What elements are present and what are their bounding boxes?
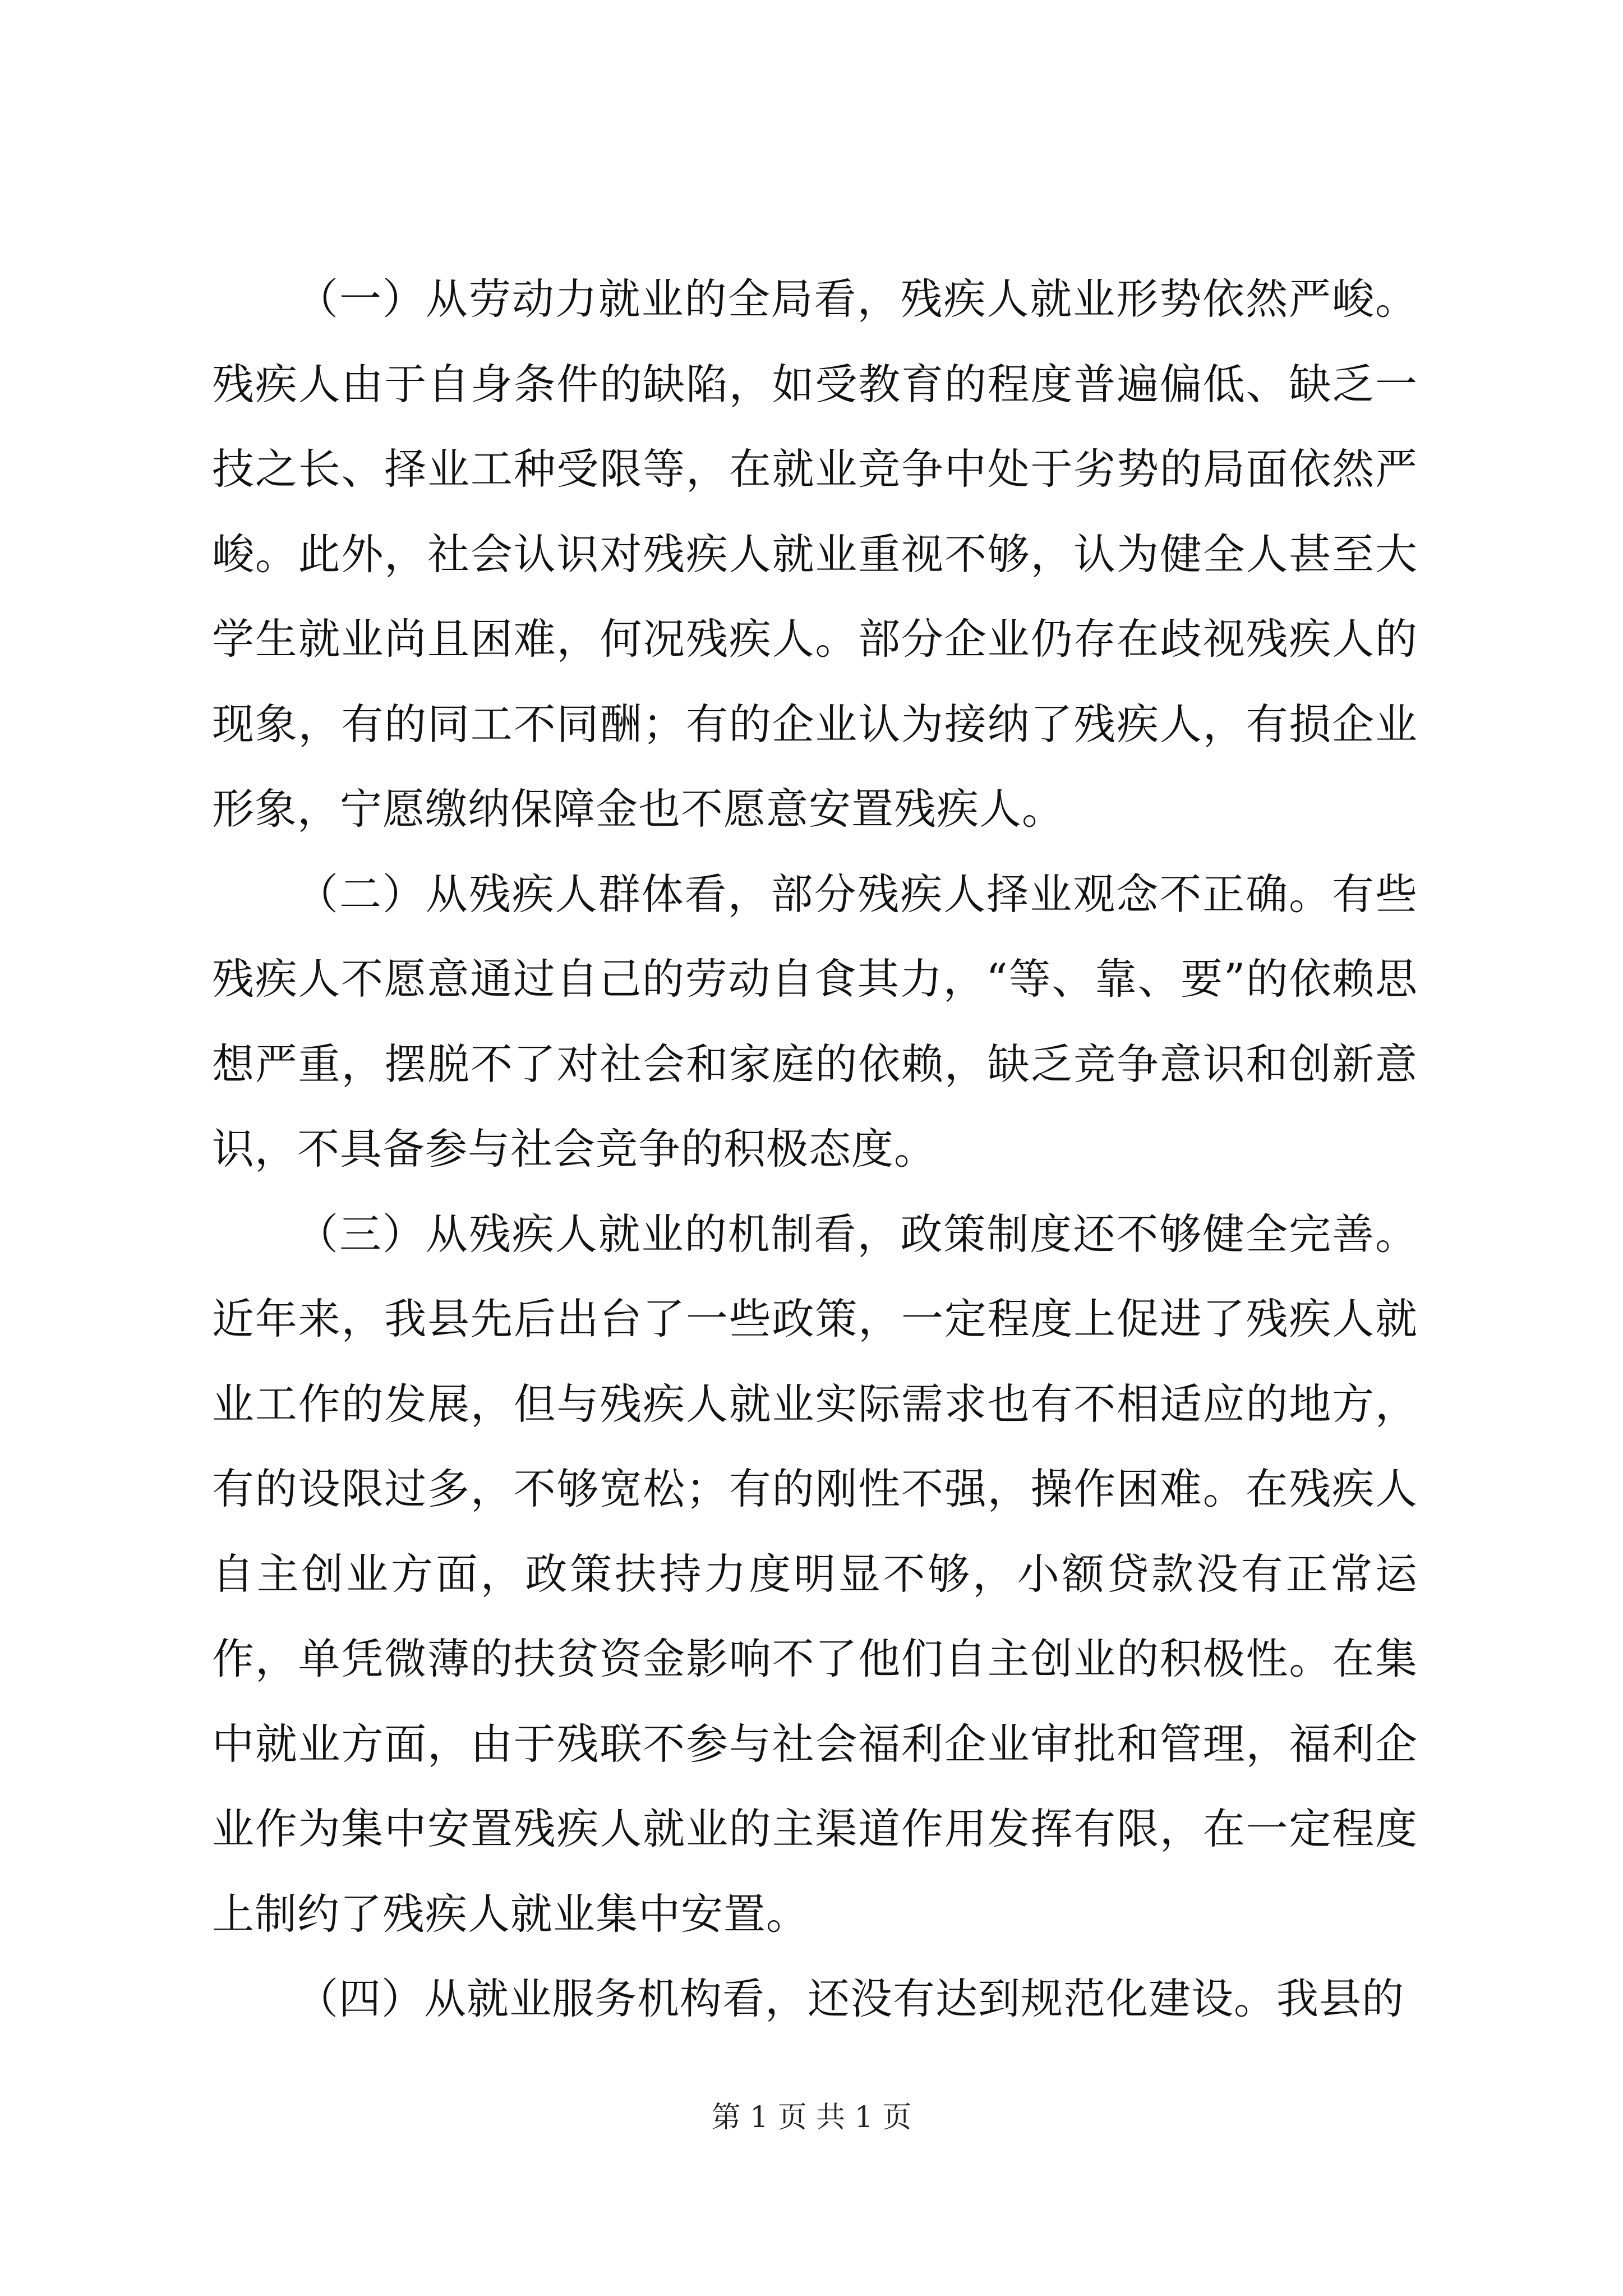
paragraph-4: （四）从就业服务机构看，还没有达到规范化建设。我县的	[296, 1974, 1405, 2023]
paragraph-3: （三）从残疾人就业的机制看，政策制度还不够健全完善。近年来，我县先后出台了一些政策，一定程度上促进了残疾人就业工作的发展，但与残疾人就业实际需求也有不相适应的地方，有的设限过多，不够宽松；有的刚性不强，操作困难。在残疾人自主创业方面，政策扶持力度明显不够，小额贷款没有正常运作，单凭微薄的扶贫资金影响不了他们自主创业的积极性。在集中就业方面，由于残联不参与社会福利企业审批和管理，福利企业作为集中安置残疾人就业的主渠道作用发挥有限，在一定程度上制约了残疾人就业集中安置。	[212, 1209, 1418, 1939]
paragraph-1: （一）从劳动力就业的全局看，残疾人就业形势依然严峻。残疾人由于自身条件的缺陷，如受教育的程度普遍偏低、缺乏一技之长、择业工种受限等，在就业竞争中处于劣势的局面依然严峻。此外，社会认识对残疾人就业重视不够，认为健全人甚至大学生就业尚且困难，何况残疾人。部分企业仍存在歧视残疾人的现象，有的同工不同酬；有的企业认为接纳了残疾人，有损企业形象，宁愿缴纳保障金也不愿意安置残疾人。	[212, 274, 1418, 834]
paragraph-2: （二）从残疾人群体看，部分残疾人择业观念不正确。有些残疾人不愿意通过自己的劳动自食其力，“等、靠、要”的依赖思想严重，摆脱不了对社会和家庭的依赖，缺乏竞争意识和创新意识，不具备参与社会竞争的积极态度。	[212, 869, 1418, 1174]
document-body	[212, 257, 1418, 2042]
page-footer: 第 1 页 共 1 页	[711, 2101, 912, 2134]
